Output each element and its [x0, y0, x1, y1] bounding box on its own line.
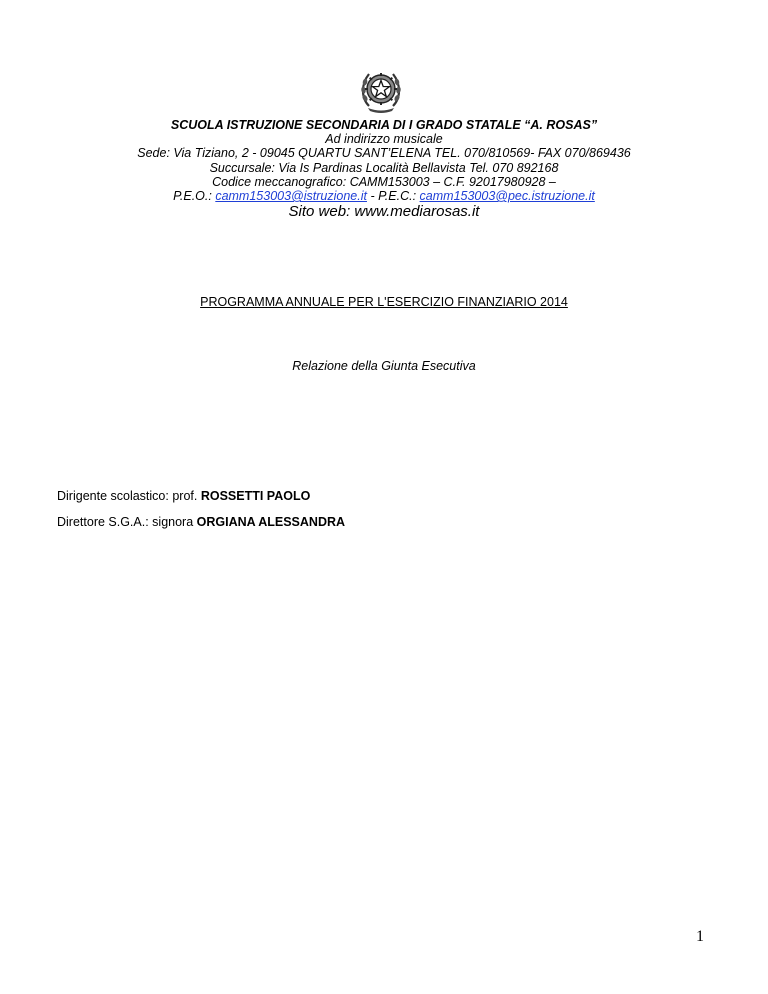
school-address: Sede: Via Tiziano, 2 - 09045 QUARTU SANT’ELENA TEL. 070/810569- FAX 070/869436 — [137, 146, 631, 161]
page-number: 1 — [696, 928, 704, 945]
school-website: Sito web: www.mediarosas.it — [288, 203, 480, 221]
peo-label: P.E.O.: — [173, 189, 216, 204]
principal-label: Dirigente scolastico: prof. — [57, 489, 201, 503]
document-subtitle: Relazione della Giunta Esecutiva — [292, 359, 476, 373]
principal-name: ROSSETTI PAOLO — [200, 489, 311, 503]
document-title: PROGRAMMA ANNUALE PER L'ESERCIZIO FINANZIARIO 2014 — [200, 295, 568, 309]
school-subtitle: Ad indirizzo musicale — [325, 132, 443, 147]
director-name: ORGIANA ALESSANDRA — [196, 515, 346, 529]
principal-line — [57, 489, 310, 503]
pec-email-link[interactable]: camm153003@pec.istruzione.it — [419, 189, 595, 204]
school-codes: Codice meccanografico: CAMM153003 – C.F. 92017980928 – — [212, 174, 556, 189]
peo-email-link[interactable]: camm153003@istruzione.it — [215, 189, 367, 204]
director-label: Direttore S.G.A.: signora — [57, 515, 197, 529]
school-emails — [0, 189, 768, 203]
school-header — [0, 118, 768, 220]
director-line — [57, 515, 345, 529]
school-branch: Succursale: Via Is Pardinas Località Bellavista Tel. 070 892168 — [209, 160, 559, 175]
pec-label: - P.E.C.: — [366, 189, 420, 204]
school-name: SCUOLA ISTRUZIONE SECONDARIA DI I GRADO STATALE “A. ROSAS” — [170, 118, 598, 132]
italian-republic-emblem-icon — [359, 66, 403, 114]
